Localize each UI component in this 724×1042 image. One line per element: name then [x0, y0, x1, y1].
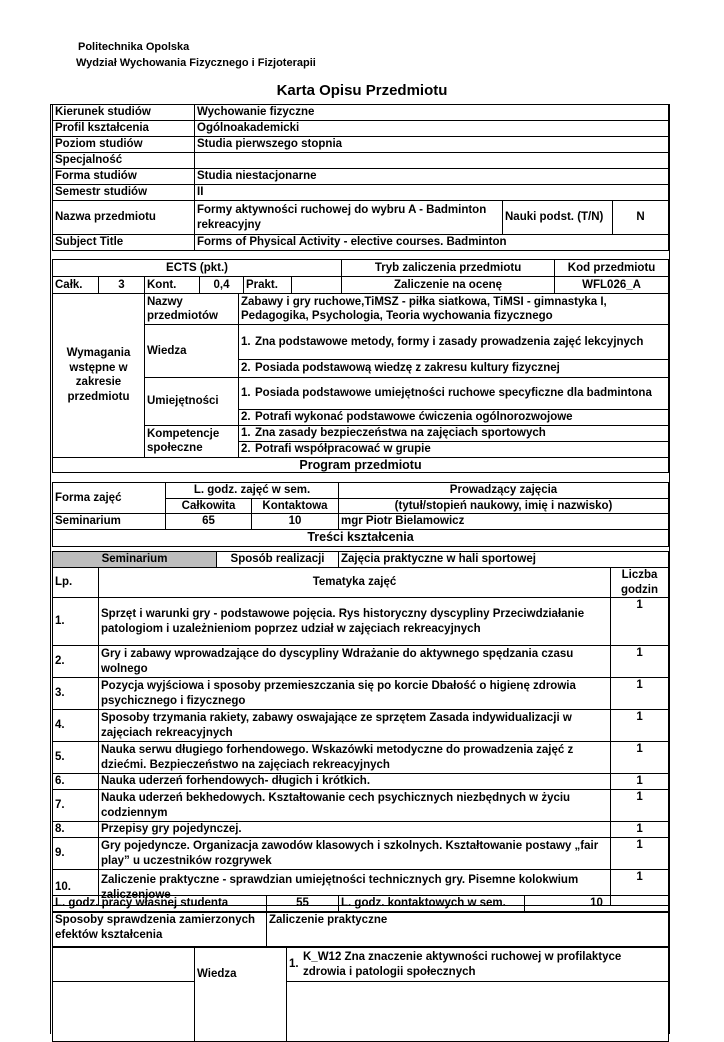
- field-label: Profil kształcenia: [53, 121, 195, 137]
- topic-hours: 1: [611, 710, 669, 742]
- topic-hours: 1: [611, 822, 669, 838]
- mode-value: Zaliczenie na ocenę: [342, 277, 555, 294]
- verification-label: Sposoby sprawdzenia zamierzonych efektów kształcenia: [53, 913, 267, 947]
- ects-practical-label: Prakt.: [244, 277, 292, 294]
- outcomes-spacer: [195, 982, 287, 1042]
- subject-name-label: Nazwa przedmiotu: [53, 201, 195, 235]
- code-header: Kod przedmiotu: [555, 260, 669, 277]
- ects-contact-value: 0,4: [200, 277, 244, 294]
- ects-table: [52, 259, 669, 294]
- teacher-sublabel: (tytuł/stopień naukowy, imię i nazwisko): [339, 498, 669, 514]
- outcomes-knowledge-label: Wiedza: [195, 948, 287, 982]
- code-value: WFL026_A: [555, 277, 669, 294]
- topic-text: Sposoby trzymania rakiety, zabawy oswajające ze sprzętem Zasada indywidualizacji w zajęciach rekreacyjnych: [99, 710, 611, 742]
- outcomes-spacer: [287, 982, 669, 1042]
- field-value: Ogólnoakademicki: [195, 121, 669, 137]
- document-title: Karta Opisu Przedmiotu: [276, 82, 448, 99]
- topic-text: Nauka serwu długiego forhendowego. Wskazówki metodyczne do prowadzenia zajęć z dziećmi. Bezpieczeństwo na zajęciach rekreacyjnych: [99, 742, 611, 774]
- contact-hours-label: Kontaktowa: [252, 498, 339, 514]
- topic-number: 7.: [53, 790, 99, 822]
- topic-hours: 1: [611, 678, 669, 710]
- topic-hours: 1: [611, 598, 669, 646]
- topic-text: Nauka uderzeń bekhedowych. Kształtowanie cech psychicznych niezbędnych w życiu codziennym: [99, 790, 611, 822]
- content-table: [52, 551, 669, 906]
- item-number: 2.: [241, 443, 251, 455]
- verification-value: Zaliczenie praktyczne: [267, 913, 669, 947]
- subject-name-value: Formy aktywności ruchowej do wybru A - Badminton rekreacyjny: [195, 201, 503, 235]
- item-number: 1.: [241, 335, 251, 348]
- item-text: Potrafi współpracować w grupie: [255, 443, 431, 455]
- subjects-names-value: Zabawy i gry ruchowe,TiMSZ - piłka siatkowa, TiMSI - gimnastyka I, Pedagogika, Psychologia, Teoria wychowania fizycznego: [239, 294, 669, 325]
- subjects-names-label: Nazwy przedmiotów: [145, 294, 239, 325]
- topic-text: Sprzęt i warunki gry - podstawowe pojęcia. Rys historyczny dyscypliny Przeciwdziałanie patologiom i uzależnieniom poprzez udział w zajęciach rekreacyjnych: [99, 598, 611, 646]
- field-value: II: [195, 185, 669, 201]
- topic-number: 1.: [53, 598, 99, 646]
- knowledge-item: [239, 360, 669, 378]
- general-info-table: [52, 104, 669, 251]
- hours-header: Liczba godzin: [611, 568, 669, 598]
- topic-number: 5.: [53, 742, 99, 774]
- subject-title-value: Forms of Physical Activity - elective courses. Badminton: [195, 235, 669, 251]
- method-label: Sposób realizacji: [217, 552, 339, 568]
- field-value: Studia pierwszego stopnia: [195, 137, 669, 153]
- topic-text: Przepisy gry pojedynczej.: [99, 822, 611, 838]
- item-number: 1.: [241, 387, 251, 400]
- teacher-value: mgr Piotr Bielamowicz: [339, 514, 669, 530]
- topic-hours: 1: [611, 774, 669, 790]
- outcomes-table: [52, 947, 669, 1042]
- field-value: [195, 153, 669, 169]
- skills-item: [239, 378, 669, 410]
- content-section-title: Treści kształcenia: [53, 529, 669, 546]
- topic-text: Gry pojedyncze. Organizacja zawodów klasowych i szkolnych. Kształtowanie postawy „fair play” u uczestników rozgrywek: [99, 838, 611, 870]
- topic-text: Zaliczenie praktyczne - sprawdzian umiejętności technicznych gry. Pisemne kolokwium zaliczeniowe: [99, 870, 611, 906]
- topic-number: 8.: [53, 822, 99, 838]
- ects-practical-value: [292, 277, 342, 294]
- outcomes-spacer: [53, 948, 195, 982]
- topic-number: 9.: [53, 838, 99, 870]
- outcomes-item: [287, 948, 669, 982]
- social-item: [239, 426, 669, 442]
- item-number: 1.: [289, 958, 299, 971]
- contact-summary-label: L. godz. kontaktowych w sem.: [339, 896, 525, 912]
- content-form: Seminarium: [53, 552, 217, 568]
- form-label: Forma zajęć: [53, 483, 166, 514]
- knowledge-label: Wiedza: [145, 325, 239, 378]
- teacher-label: Prowadzący zajęcia: [339, 483, 669, 499]
- item-number: 2.: [241, 411, 251, 424]
- topic-text: Gry i zabawy wprowadzające do dyscypliny Wdrażanie do aktywnego spędzania czasu wolnego: [99, 646, 611, 678]
- topics-header: Tematyka zajęć: [99, 568, 611, 598]
- own-work-value: 55: [267, 896, 339, 912]
- item-text: Zna zasady bezpieczeństwa na zajęciach sportowych: [255, 427, 546, 440]
- item-text: Posiada podstawowe umiejętności ruchowe specyficzne dla badmintona: [255, 387, 652, 400]
- basic-science-label: Nauki podst. (T/N): [503, 201, 613, 235]
- item-number: 1.: [241, 427, 251, 440]
- item-text: K_W12 Zna znaczenie aktywności ruchowej w profilaktyce zdrowia i patologii społecznych: [303, 951, 622, 978]
- social-item: [239, 442, 669, 458]
- topic-text: Nauka uderzeń forhendowych- długich i krótkich.: [99, 774, 611, 790]
- topic-hours: 1: [611, 742, 669, 774]
- ects-contact-label: Kont.: [145, 277, 200, 294]
- field-value: Studia niestacjonarne: [195, 169, 669, 185]
- topic-number: 4.: [53, 710, 99, 742]
- own-work-label: L. godz. pracy własnej studenta: [53, 896, 267, 912]
- hours-label: L. godz. zajęć w sem.: [166, 483, 339, 499]
- topic-hours: 1: [611, 870, 669, 906]
- topic-number: 3.: [53, 678, 99, 710]
- prerequisites-table: [52, 293, 669, 473]
- knowledge-item: [239, 325, 669, 360]
- item-text: Posiada podstawową wiedzę z zakresu kultury fizycznej: [255, 362, 560, 375]
- item-text: Potrafi wykonać podstawowe ćwiczenia ogólnorozwojowe: [255, 411, 573, 424]
- method-value: Zajęcia praktyczne w hali sportowej: [339, 552, 669, 568]
- skills-label: Umiejętności: [145, 378, 239, 426]
- subject-title-label: Subject Title: [53, 235, 195, 251]
- university-name: Politechnika Opolska: [78, 41, 190, 53]
- basic-science-value: N: [613, 201, 669, 235]
- topic-hours: 1: [611, 838, 669, 870]
- faculty-name: Wydział Wychowania Fizycznego i Fizjoterapii: [76, 57, 316, 69]
- contact-summary-value: 10: [525, 896, 669, 912]
- social-competence-label: Kompetencje społeczne: [145, 426, 239, 458]
- topic-number: 10.: [53, 870, 99, 906]
- total-hours-label: Całkowita: [166, 498, 252, 514]
- prerequisites-label: Wymagania wstępne w zakresie przedmiotu: [53, 294, 145, 458]
- contact-hours-value: 10: [252, 514, 339, 530]
- topic-text: Pozycja wyjściowa i sposoby przemieszczania się po korcie Dbałość o higienę zdrowia psychicznego i fizycznego: [99, 678, 611, 710]
- program-table: [52, 482, 669, 547]
- item-text: Zna podstawowe metody, formy i zasady prowadzenia zajęć lekcyjnych: [255, 335, 644, 348]
- topic-number: 6.: [53, 774, 99, 790]
- form-value: Seminarium: [53, 514, 166, 530]
- field-value: Wychowanie fizyczne: [195, 105, 669, 121]
- outcomes-spacer: [53, 982, 195, 1042]
- item-number: 2.: [241, 362, 251, 375]
- field-label: Semestr studiów: [53, 185, 195, 201]
- field-label: Forma studiów: [53, 169, 195, 185]
- verification-table: [52, 912, 669, 947]
- skills-item: [239, 410, 669, 426]
- field-label: Specjalność: [53, 153, 195, 169]
- field-label: Poziom studiów: [53, 137, 195, 153]
- ects-header: ECTS (pkt.): [53, 260, 342, 277]
- summary-table: [52, 895, 669, 912]
- topic-number: 2.: [53, 646, 99, 678]
- program-section-title: Program przedmiotu: [53, 457, 669, 473]
- field-label: Kierunek studiów: [53, 105, 195, 121]
- total-hours-value: 65: [166, 514, 252, 530]
- ects-total-label: Całk.: [53, 277, 99, 294]
- mode-header: Tryb zaliczenia przedmiotu: [342, 260, 555, 277]
- topic-hours: 1: [611, 790, 669, 822]
- topic-hours: 1: [611, 646, 669, 678]
- lp-header: Lp.: [53, 568, 99, 598]
- ects-total-value: 3: [99, 277, 145, 294]
